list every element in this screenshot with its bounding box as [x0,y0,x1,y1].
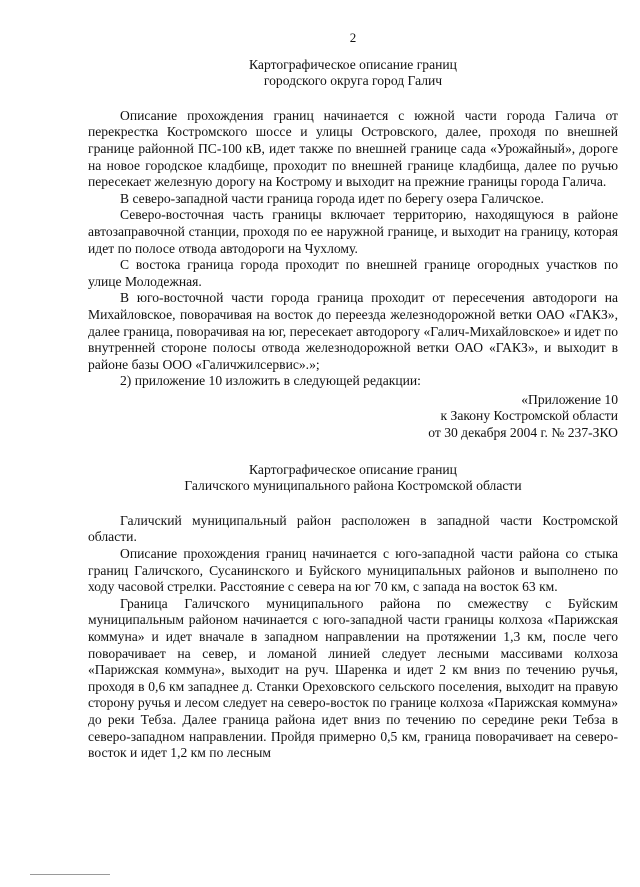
section2-title [88,462,618,495]
section1-paragraph: С востока граница города проходит по внешней границе огородных участков по улице Молодежная. [88,257,618,289]
section2-paragraph: Описание прохождения границ начинается с юго-западной части района со стыка границ Галичского, Сусанинского и Буйского муниципальных районов и выполнено по ходу часовой стрелки. Расстояние с севера на юг 70 км, с запада на восток 63 км. [88,546,618,595]
section2-paragraph: Граница Галичского муниципального района по смежеству с Буйским муниципальным районом начинается с юго-западной части границы колхоза «Парижская коммуна» и идет вначале в западном направлении на протяжении 1,3 км, после чего поворачивает на север, и ломаной линией следует лесными массивами колхоза «Парижская коммуна», выходит на руч. Шаренка и идет 2 км вниз по течению ручья, проходя в 0,6 км западнее д. Станки Ореховского сельского поселения, выходит на правую сторону ручья и лесом следует на северо-восток по границе колхоза «Парижская коммуна» до реки Тебза. Далее граница района идет вниз по течению по середине реки Тебза в северо-западном направлении. Пройдя примерно 0,5 км, граница поворачивает на северо-восток и идет 1,2 км по лесным [88,595,618,761]
section2-title-line1: Картографическое описание границ [249,461,457,477]
appendix-line3: от 30 декабря 2004 г. № 237-ЗКО [428,425,618,441]
section1-paragraph: 2) приложение 10 изложить в следующей редакции: [120,373,421,389]
appendix-reference [88,392,618,442]
section1-paragraph: Описание прохождения границ начинается с южной части города Галича от перекрестка Костромского шоссе и улицы Островского, далее, проходя по внешней границе районной ПС-100 кВ, идет также по внешней границе сада «Урожайный», дороге на новое городское кладбище, проходит по внешней границе кладбища, далее по ручью пересекает железную дорогу на Кострому и выходит на прежние границы города Галича. [88,107,618,190]
section2-body [88,513,618,762]
section1-title-line2: городского округа город Галич [263,73,443,89]
section2-title-line2: Галичского муниципального района Костромской области [184,478,522,494]
footer-rule [30,874,110,875]
section1-title [88,57,618,90]
page-number: 2 [349,30,357,45]
section1-paragraph: Северо-восточная часть границы включает территорию, находящуюся в районе автозаправочной станции, проходя по ее наружной границе, и выходит на границу, которая идет по полосе отвода автодороги на Чухлому. [88,207,618,256]
section1-title-line1: Картографическое описание границ [249,56,457,72]
section1-paragraph: В юго-восточной части города граница проходит от пересечения автодороги на Михайловское, поворачивая на восток до переезда железнодорожной ветки ОАО «ГАКЗ», далее граница, поворачивая на юг, пересекает автодорогу «Галич-Михайловское» и идет по внутренней стороне полосы отвода железнодорожной ветки ОАО «ГАКЗ», и выходит в районе базы ООО «Галичжилсервис».»; [88,290,619,372]
appendix-line2: к Закону Костромской области [440,408,618,424]
section1-body [88,108,618,390]
document-page [88,30,618,762]
section1-paragraph: В северо-западной части граница города идет по берегу озера Галичское. [120,190,544,206]
section2-paragraph: Галичский муниципальный район расположен в западной части Костромской области. [88,512,618,545]
appendix-line1: «Приложение 10 [521,391,618,407]
